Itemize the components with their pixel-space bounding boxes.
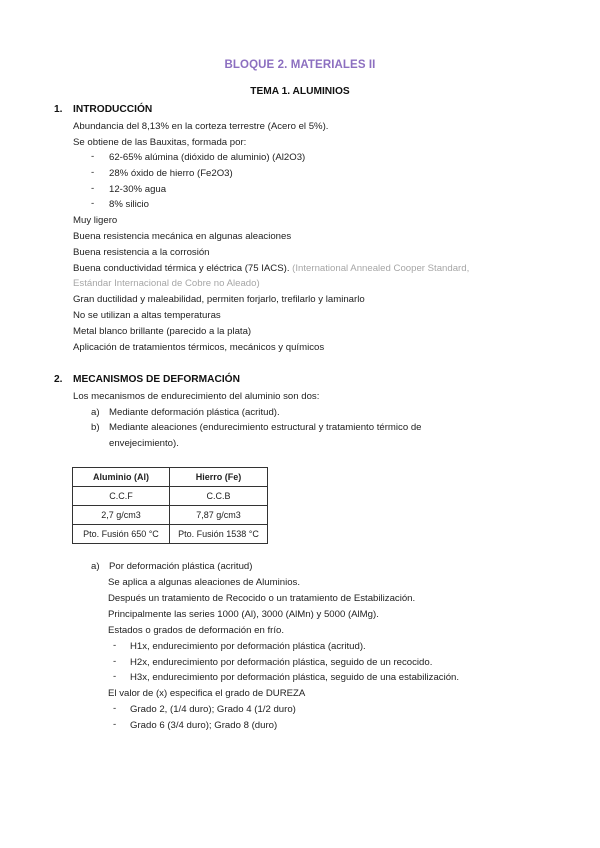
hardness-intro: El valor de (x) especifica el grado de DUREZA bbox=[108, 688, 306, 699]
bauxite-item: 62-65% alúmina (dióxido de aluminio) (Al2O3) bbox=[109, 152, 306, 163]
table-header-cell: Hierro (Fe) bbox=[170, 468, 268, 487]
property-line: Muy ligero bbox=[73, 215, 118, 226]
section-2-heading bbox=[54, 374, 240, 385]
iacs-note-continued: Estándar Internacional de Cobre no Aleado) bbox=[73, 278, 260, 289]
abundance-line: Abundancia del 8,13% en la corteza terrestre (Acero el 5%). bbox=[73, 121, 329, 132]
bullet-dash: - bbox=[113, 719, 117, 730]
table-cell: Pto. Fusión 650 °C bbox=[73, 525, 170, 544]
bullet-dash: - bbox=[113, 640, 117, 651]
bullet-dash: - bbox=[91, 151, 95, 162]
conductivity-text: Buena conductividad térmica y eléctrica (75 IACS). bbox=[73, 263, 290, 274]
table-cell: 2,7 g/cm3 bbox=[73, 506, 170, 525]
subsection-line: Se aplica a algunas aleaciones de Aluminios. bbox=[108, 577, 301, 588]
bauxite-intro: Se obtiene de las Bauxitas, formada por: bbox=[73, 137, 247, 148]
property-line: Metal blanco brillante (parecido a la plata) bbox=[73, 326, 252, 337]
table-header-cell: Aluminio (Al) bbox=[73, 468, 170, 487]
bullet-dash: - bbox=[113, 703, 117, 714]
list-marker: b) bbox=[91, 422, 100, 433]
property-line: Buena resistencia mecánica en algunas aleaciones bbox=[73, 231, 292, 242]
bauxite-item: 12-30% agua bbox=[109, 184, 167, 195]
table-row bbox=[73, 506, 268, 525]
state-item: H2x, endurecimiento por deformación plástica, seguido de un recocido. bbox=[130, 657, 433, 668]
bullet-dash: - bbox=[91, 167, 95, 178]
table-cell: Pto. Fusión 1538 °C bbox=[170, 525, 268, 544]
iacs-note: (International Annealed Cooper Standard, bbox=[292, 263, 470, 274]
grade-item: Grado 6 (3/4 duro); Grado 8 (duro) bbox=[130, 720, 278, 731]
bullet-dash: - bbox=[113, 671, 117, 682]
mechanisms-intro: Los mecanismos de endurecimiento del aluminio son dos: bbox=[73, 391, 320, 402]
state-item: H3x, endurecimiento por deformación plástica, seguido de una estabilización. bbox=[130, 672, 460, 683]
subsection-line: Principalmente las series 1000 (Al), 3000 (AlMn) y 5000 (AlMg). bbox=[108, 609, 379, 620]
bullet-dash: - bbox=[91, 198, 95, 209]
tema-title: TEMA 1. ALUMINIOS bbox=[250, 86, 350, 97]
bauxite-item: 8% silicio bbox=[109, 199, 149, 210]
property-line: Aplicación de tratamientos térmicos, mecánicos y químicos bbox=[73, 342, 325, 353]
table-row bbox=[73, 487, 268, 506]
bullet-dash: - bbox=[113, 656, 117, 667]
block-title: BLOQUE 2. MATERIALES II bbox=[224, 59, 376, 71]
table-header-row bbox=[73, 468, 268, 487]
list-marker: a) bbox=[91, 561, 100, 572]
section-2-title: MECANISMOS DE DEFORMACIÓN bbox=[73, 374, 240, 385]
table-cell: C.C.F bbox=[73, 487, 170, 506]
subsection-a-title: Por deformación plástica (acritud) bbox=[109, 561, 253, 572]
property-line: Gran ductilidad y maleabilidad, permiten forjarlo, trefilarlo y laminarlo bbox=[73, 294, 365, 305]
mechanism-item: Mediante aleaciones (endurecimiento estructural y tratamiento térmico de bbox=[109, 422, 422, 433]
conductivity-line bbox=[73, 262, 469, 276]
bullet-dash: - bbox=[91, 183, 95, 194]
table-cell: C.C.B bbox=[170, 487, 268, 506]
table-row bbox=[73, 525, 268, 544]
mechanism-item: Mediante deformación plástica (acritud). bbox=[109, 407, 280, 418]
section-1-number: 1. bbox=[54, 104, 63, 115]
property-line: Buena resistencia a la corrosión bbox=[73, 247, 210, 258]
grade-item: Grado 2, (1/4 duro); Grado 4 (1/2 duro) bbox=[130, 704, 296, 715]
subsection-line: Después un tratamiento de Recocido o un tratamiento de Estabilización. bbox=[108, 593, 416, 604]
bauxite-item: 28% óxido de hierro (Fe2O3) bbox=[109, 168, 233, 179]
mechanism-item-continued: envejecimiento). bbox=[109, 438, 179, 449]
property-line: No se utilizan a altas temperaturas bbox=[73, 310, 221, 321]
state-item: H1x, endurecimiento por deformación plástica (acritud). bbox=[130, 641, 366, 652]
list-marker: a) bbox=[91, 407, 100, 418]
section-1-title: INTRODUCCIÓN bbox=[73, 104, 153, 115]
subsection-line: Estados o grados de deformación en frío. bbox=[108, 625, 284, 636]
table-cell: 7,87 g/cm3 bbox=[170, 506, 268, 525]
properties-table bbox=[72, 467, 268, 544]
section-2-number: 2. bbox=[54, 374, 63, 385]
section-1-heading bbox=[54, 104, 152, 115]
